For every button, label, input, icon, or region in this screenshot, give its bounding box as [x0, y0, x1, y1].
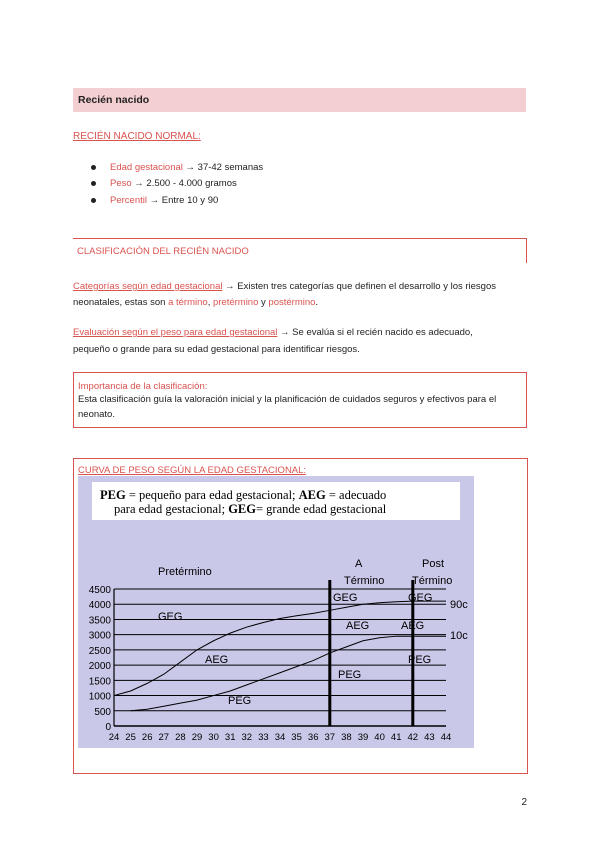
importancia-heading: Importancia de la clasificación:: [78, 381, 208, 392]
section-header: [73, 88, 526, 112]
area-label: GEG: [158, 611, 183, 623]
bullet-dot: [91, 165, 96, 170]
importancia-box: [73, 372, 527, 428]
x-tick-label: 41: [390, 732, 402, 743]
list-item: Edad gestacional → 37-42 semanas: [110, 162, 264, 173]
region-label: Pretérmino: [158, 566, 212, 578]
categorias-line2: neonatales, estas son a término, pretérmino y postérmino.: [73, 297, 319, 308]
region-label: A: [355, 558, 363, 570]
y-tick-label: 3000: [88, 630, 111, 642]
x-tick-label: 28: [175, 732, 186, 743]
x-tick-label: 29: [191, 732, 203, 743]
y-tick-label: 4000: [88, 600, 111, 612]
area-label: AEG: [346, 620, 370, 632]
x-tick-label: 36: [307, 732, 319, 743]
importancia-text1: Esta clasificación guía la valoración inicial y la planificación de cuidados seguros y efectivos para el: [78, 394, 497, 405]
y-tick-label: 4500: [88, 585, 111, 596]
y-tick-label: 500: [94, 706, 111, 718]
x-tick-label: 40: [374, 732, 385, 743]
region-label: Término: [344, 575, 385, 587]
percentile-label: 10c: [450, 630, 468, 642]
area-label: AEG: [401, 620, 425, 632]
y-tick-label: 2000: [88, 661, 111, 673]
legend-line2: para edad gestacional; GEG= grande edad gestacional: [114, 502, 387, 516]
area-label: PEG: [338, 669, 362, 681]
area-label: PEG: [408, 654, 432, 666]
x-tick-label: 37: [324, 732, 336, 743]
bullet-dot: [91, 198, 96, 203]
y-tick-label: 3500: [88, 615, 111, 627]
x-tick-label: 34: [274, 732, 286, 743]
evaluacion-line2: pequeño o grande para su edad gestacional para identificar riesgos.: [73, 344, 360, 355]
x-tick-label: 44: [440, 732, 452, 743]
x-tick-label: 35: [291, 732, 302, 743]
categorias-line1: Categorías según edad gestacional → Existen tres categorías que definen el desarrollo y los riesgos: [73, 281, 496, 292]
list-item: Percentil → Entre 10 y 90: [110, 195, 219, 206]
clasificacion-box: [73, 238, 527, 263]
area-label: AEG: [205, 654, 229, 666]
normal-heading: RECIÉN NACIDO NORMAL:: [73, 131, 201, 142]
section-title: Recién nacido: [78, 94, 150, 106]
evaluacion-line1: Evaluación según el peso para edad gestacional → Se evalúa si el recién nacido es adecuado,: [73, 327, 473, 338]
region-label: Término: [412, 575, 453, 587]
area-label: PEG: [228, 695, 252, 707]
x-tick-label: 24: [108, 732, 120, 743]
x-tick-label: 26: [141, 732, 153, 743]
y-tick-label: 1500: [88, 676, 111, 688]
list-item: Peso → 2.500 - 4.000 gramos: [110, 178, 237, 189]
x-tick-label: 38: [341, 732, 352, 743]
page-number: 2: [521, 797, 527, 808]
x-tick-label: 31: [224, 732, 236, 743]
importancia-text2: neonato.: [78, 409, 115, 420]
x-tick-label: 32: [241, 732, 253, 743]
curva-heading: CURVA DE PESO SEGÚN LA EDAD GESTACIONAL:: [78, 465, 307, 476]
x-tick-label: 25: [125, 732, 136, 743]
clasificacion-heading: CLASIFICACIÓN DEL RECIÉN NACIDO: [77, 246, 249, 257]
bullet-dot: [91, 181, 96, 186]
x-tick-label: 39: [357, 732, 369, 743]
legend-line1: PEG = pequeño para edad gestacional; AEG = adecuado: [100, 488, 387, 502]
x-tick-label: 42: [407, 732, 419, 743]
x-tick-label: 33: [258, 732, 269, 743]
y-tick-label: 0: [105, 722, 111, 733]
y-tick-label: 1000: [88, 691, 111, 703]
y-tick-label: 2500: [88, 645, 111, 657]
x-tick-label: 27: [158, 732, 170, 743]
percentile-label: 90c: [450, 599, 468, 611]
x-tick-label: 43: [424, 732, 435, 743]
area-label: GEG: [408, 592, 433, 604]
x-tick-label: 30: [208, 732, 219, 743]
region-label: Post: [422, 558, 445, 570]
weight-curve-chart: [78, 476, 474, 748]
area-label: GEG: [333, 592, 358, 604]
